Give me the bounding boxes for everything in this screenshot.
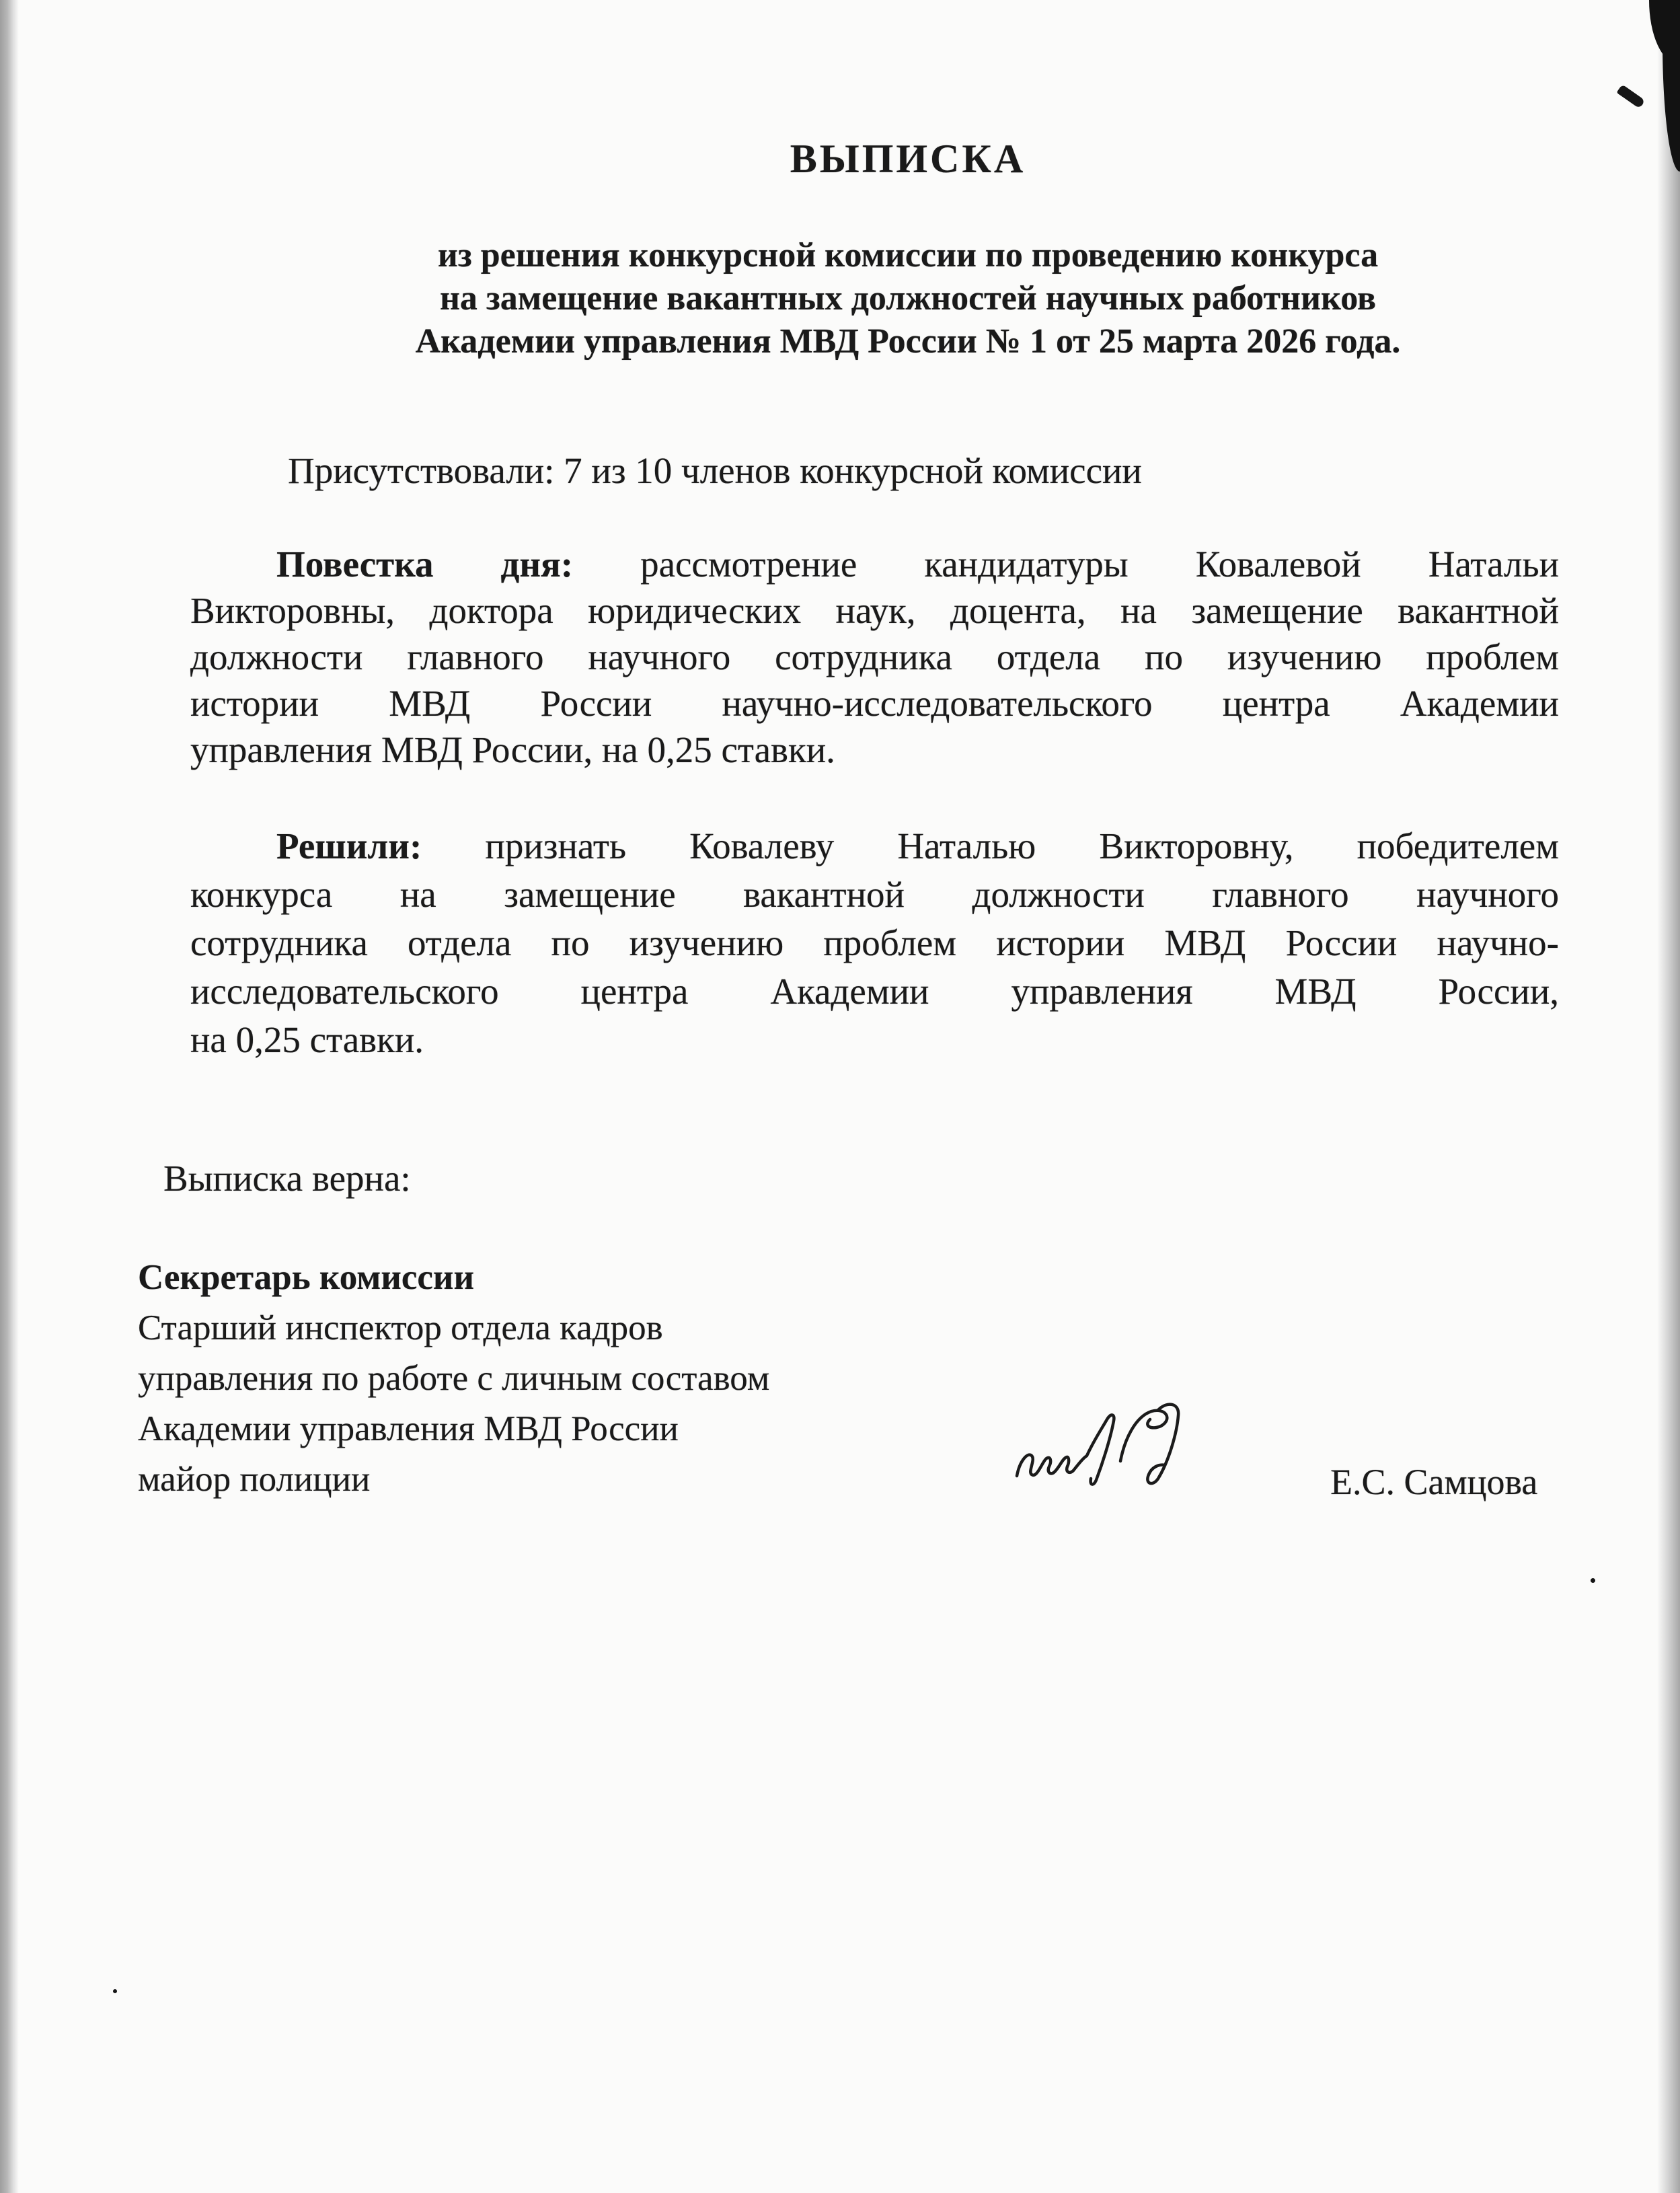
signature-block <box>138 1253 769 1505</box>
agenda-line-text: рассмотрение кандидатуры Ковалевой Натальи <box>573 544 1559 585</box>
agenda-line <box>190 541 1559 587</box>
pen-mark-artifact <box>1616 84 1645 108</box>
subtitle-line: на замещение вакантных должностей научных работников <box>439 279 1377 318</box>
agenda-line: истории МВД России научно-исследовательского центра Академии <box>190 683 1559 724</box>
scan-artifact-top-right-corner <box>1649 0 1680 64</box>
signer-position-line: майор полиции <box>138 1460 371 1499</box>
resolution-line: конкурса на замещение вакантной должности главного научного <box>190 874 1559 915</box>
resolution-paragraph <box>190 822 1559 1064</box>
resolution-line: сотрудника отдела по изучению проблем истории МВД России научно- <box>190 922 1559 963</box>
resolution-line: исследовательского центра Академии управления МВД России, <box>190 971 1559 1012</box>
signer-position-line: Академии управления МВД России <box>138 1409 679 1448</box>
document-title: ВЫПИСКА <box>790 137 1026 181</box>
ink-speck <box>113 1989 117 1993</box>
agenda-line: должности главного научного сотрудника отдела по изучению проблем <box>190 636 1559 677</box>
signature-stroke <box>1147 1405 1178 1484</box>
signer-position-line: управления по работе с личным составом <box>138 1359 770 1398</box>
subtitle-line: Академии управления МВД России № 1 от 25 марта 2026 года. <box>415 322 1401 361</box>
signer-name: Е.С. Самцова <box>1330 1462 1538 1502</box>
agenda-label: Повестка дня: <box>276 544 574 585</box>
resolution-line: на 0,25 ставки. <box>190 1019 424 1060</box>
scan-edge-left-strip <box>0 0 19 2193</box>
agenda-line: Викторовны, доктора юридических наук, доцента, на замещение вакантной <box>190 590 1559 631</box>
resolution-line <box>190 822 1559 870</box>
ink-speck <box>1591 1578 1595 1583</box>
handwritten-signature <box>1007 1397 1216 1504</box>
signature-stroke <box>1120 1411 1167 1461</box>
agenda-paragraph <box>190 541 1559 773</box>
signer-role-title: Секретарь комиссии <box>138 1258 475 1297</box>
certification-line: Выписка верна: <box>163 1158 411 1199</box>
resolution-line-text: признать Ковалеву Наталью Викторовну, победителем <box>422 825 1559 866</box>
signer-position-line: Старший инспектор отдела кадров <box>138 1308 663 1347</box>
scan-edge-right-strip <box>1657 0 1680 2193</box>
attendance-line: Присутствовали: 7 из 10 членов конкурсной комиссии <box>288 450 1142 491</box>
subtitle-line: из решения конкурсной комиссии по проведению конкурса <box>437 236 1379 274</box>
agenda-line: управления МВД России, на 0,25 ставки. <box>190 729 835 770</box>
resolution-label: Решили: <box>276 825 422 866</box>
signature-stroke <box>1017 1415 1114 1484</box>
document-subtitle <box>202 234 1614 363</box>
